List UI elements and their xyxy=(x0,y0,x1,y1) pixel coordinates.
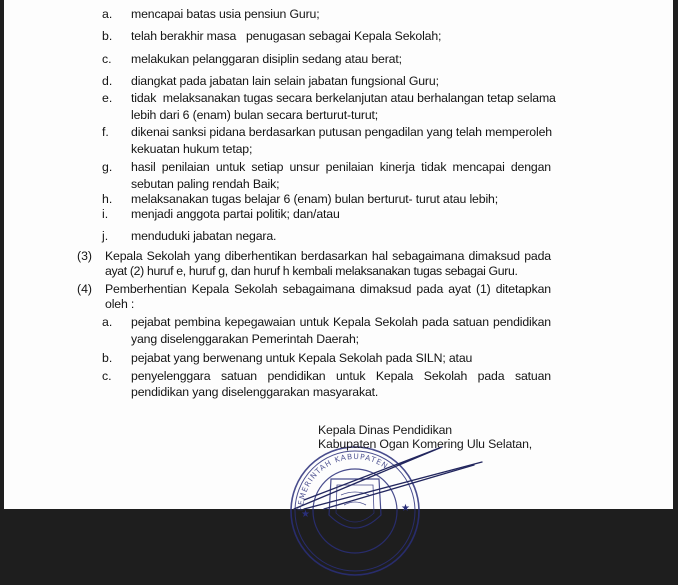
list-item-text: melakukan pelanggaran disiplin sedang atau berat; xyxy=(131,52,402,66)
seal-text: PEMERINTAH KABUPATEN xyxy=(295,451,391,512)
list-label: a. xyxy=(102,315,113,329)
list-label: a. xyxy=(102,7,113,21)
list-item-text: sebutan paling rendah Baik; xyxy=(131,177,280,191)
list-label: b. xyxy=(102,29,113,43)
list-item-text: hasil penilaian untuk setiap unsur penilaian kinerja tidak mencapai dengan xyxy=(131,160,551,174)
paragraph-text: ayat (2) huruf e, huruf g, dan huruf h kembali melaksanakan tugas sebagai Guru. xyxy=(105,264,518,278)
list-item-text: penyelenggara satuan pendidikan untuk Kepala Sekolah pada satuan xyxy=(131,369,551,383)
list-label: i. xyxy=(102,207,109,221)
seal-star-icon: ★ xyxy=(301,509,310,520)
list-item-text: telah berakhir masa penugasan sebagai Kepala Sekolah; xyxy=(131,29,442,43)
signatory-title-line-1: Kepala Dinas Pendidikan xyxy=(318,423,452,437)
list-item-text: pendidikan yang diselenggarakan masyarakat. xyxy=(131,385,379,399)
list-item-text: kekuatan hukum tetap; xyxy=(131,142,253,156)
list-item-text: tidak melaksanakan tugas secara berkelanjutan atau berhalangan tetap selama xyxy=(131,91,556,105)
paragraph-text: Kepala Sekolah yang diberhentikan berdasarkan hal sebagaimana dimaksud pada xyxy=(105,249,551,263)
paragraph-text: Pemberhentian Kepala Sekolah sebagaimana dimaksud pada ayat (1) ditetapkan xyxy=(105,282,551,296)
list-label: f. xyxy=(102,125,109,139)
list-label: b. xyxy=(102,351,113,365)
list-item-text: pejabat pembina kepegawaian untuk Kepala Sekolah pada satuan pendidikan xyxy=(131,315,551,329)
list-item-text: melaksanakan tugas belajar 6 (enam) bulan berturut- turut atau lebih; xyxy=(131,192,498,206)
list-item-text: mencapai batas usia pensiun Guru; xyxy=(131,7,320,21)
paragraph-number: (3) xyxy=(77,249,93,263)
list-label: d. xyxy=(102,74,113,88)
list-label: e. xyxy=(102,91,113,105)
seal-star-icon: ★ xyxy=(401,503,410,514)
list-item-text: pejabat yang berwenang untuk Kepala Sekolah pada SILN; atau xyxy=(131,351,473,365)
list-item-text: lebih dari 6 (enam) bulan secara berturut-turut; xyxy=(131,108,379,122)
paragraph-text: oleh : xyxy=(105,297,135,311)
list-item-text: menjadi anggota partai politik; dan/atau xyxy=(131,207,340,221)
list-item-text: yang diselenggarakan Pemerintah Daerah; xyxy=(131,332,359,346)
official-seal-stamp xyxy=(289,445,429,585)
list-label: c. xyxy=(102,369,112,383)
paragraph-number: (4) xyxy=(77,282,93,296)
list-item-text: dikenai sanksi pidana berdasarkan putusan pengadilan yang telah memperoleh xyxy=(131,125,552,139)
list-item-text: diangkat pada jabatan lain selain jabatan fungsional Guru; xyxy=(131,74,439,88)
list-label: h. xyxy=(102,192,113,206)
list-label: j. xyxy=(102,229,109,243)
list-label: c. xyxy=(102,52,112,66)
document-page xyxy=(4,0,673,520)
list-label: g. xyxy=(102,160,113,174)
signatory-title-line-2: Kabupaten Ogan Komering Ulu Selatan, xyxy=(318,437,533,451)
list-item-text: menduduki jabatan negara. xyxy=(131,229,277,243)
